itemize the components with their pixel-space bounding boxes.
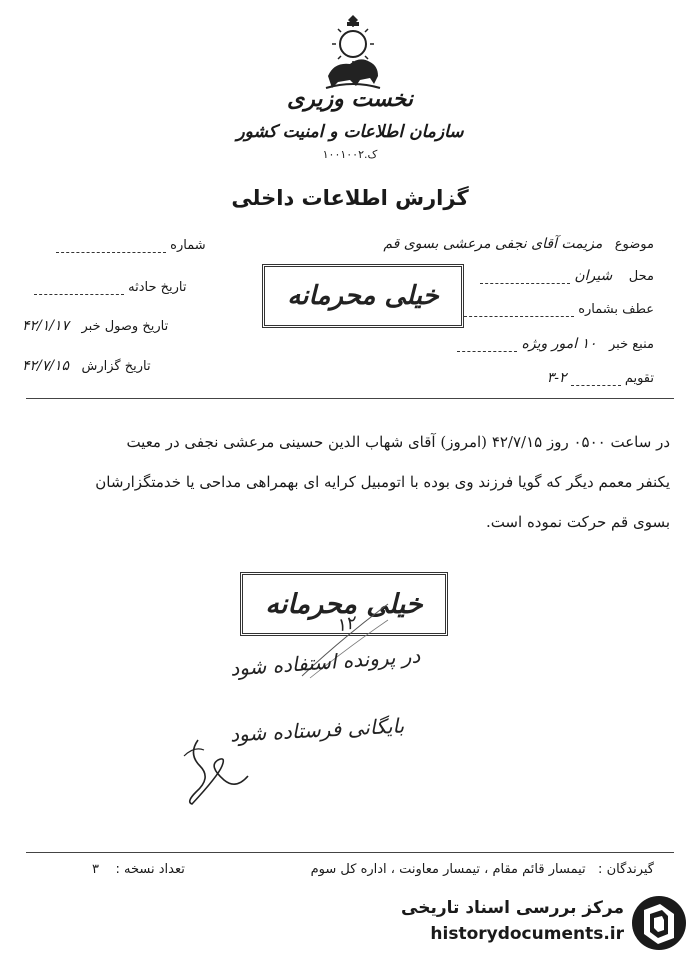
body-line-2: یکنفر معمم دیگر که گویا فرزند وی بوده با اتومبیل کرایه ای بهمراهی مداحی یا خدمتگزارشان	[95, 473, 670, 491]
recipients-field: گیرندگان : تیمسار قائم مقام ، تیمسار معاونت ، اداره کل سوم	[310, 862, 654, 877]
number-field	[56, 238, 206, 253]
report-body	[40, 422, 670, 542]
organization-name: سازمان اطلاعات و امنیت کشور	[236, 122, 464, 142]
recipients-value: تیمسار قائم مقام ، تیمسار معاونت ، اداره کل سوم	[310, 862, 586, 877]
handwritten-note-2: بایگانی فرستاده شود	[229, 713, 405, 747]
subject-value: مزیمت آقای نجفی مرعشی بسوی قم	[383, 236, 603, 252]
source-value: ۱۰ امور ویژه	[521, 336, 597, 352]
copies-label: تعداد نسخه	[124, 862, 185, 877]
reference-number-field	[464, 302, 654, 317]
lion-and-sun-emblem-icon	[318, 14, 388, 92]
copies-value: ۳	[92, 862, 99, 877]
source-field	[457, 336, 654, 352]
reference-code: ک.۱۰۰۱۰۰۲	[322, 148, 378, 161]
received-date-field	[22, 318, 168, 334]
recipients-label: گیرندگان	[606, 862, 654, 877]
handwritten-note-1: در پرونده استفاده شود	[229, 643, 421, 681]
subject-label: موضوع	[614, 237, 654, 252]
archive-logo-icon	[630, 894, 688, 952]
reference-number-label: عطف بشماره	[578, 302, 654, 317]
classification-stamp: خیلی محرمانه	[262, 264, 464, 328]
location-value: شیران	[574, 268, 613, 284]
signature-icon	[178, 736, 258, 806]
bottom-divider	[26, 852, 674, 853]
copies-field: تعداد نسخه : ۳	[92, 862, 185, 877]
incident-date-field	[34, 280, 187, 295]
location-label: محل	[628, 269, 654, 284]
watermark-name: مرکز بررسی اسناد تاریخی	[401, 898, 624, 918]
handwritten-number: ۱۲	[334, 612, 358, 637]
calendar-label: تقویم	[624, 371, 654, 386]
top-divider	[26, 398, 674, 399]
location-field	[480, 268, 654, 284]
received-date-value: ۴۲/۱/۱۷	[22, 318, 70, 334]
report-date-label: تاریخ گزارش	[81, 359, 151, 374]
body-line-1: در ساعت ۰۵۰۰ روز ۴۲/۷/۱۵ (امروز) آقای شهاب الدین حسینی مرعشی نجفی در معیت	[126, 433, 670, 451]
received-date-label: تاریخ وصول خبر	[81, 319, 169, 334]
body-line-3: بسوی قم حرکت نموده است.	[485, 513, 670, 531]
report-date-value: ۴۲/۷/۱۵	[22, 358, 70, 374]
calendar-field	[547, 370, 654, 386]
ministry-title: نخست وزیری	[287, 86, 413, 112]
classification-stamp-bottom: خیلی محرمانه	[240, 572, 448, 636]
source-label: منبع خبر	[609, 337, 654, 352]
calendar-value: ۲-۳	[546, 370, 567, 386]
number-label: شماره	[170, 238, 206, 253]
report-title: گزارش اطلاعات داخلی	[231, 186, 469, 210]
incident-date-label: تاریخ حادثه	[128, 280, 187, 295]
subject-field	[383, 236, 654, 252]
watermark-url: historydocuments.ir	[430, 924, 624, 944]
report-date-field	[22, 358, 151, 374]
